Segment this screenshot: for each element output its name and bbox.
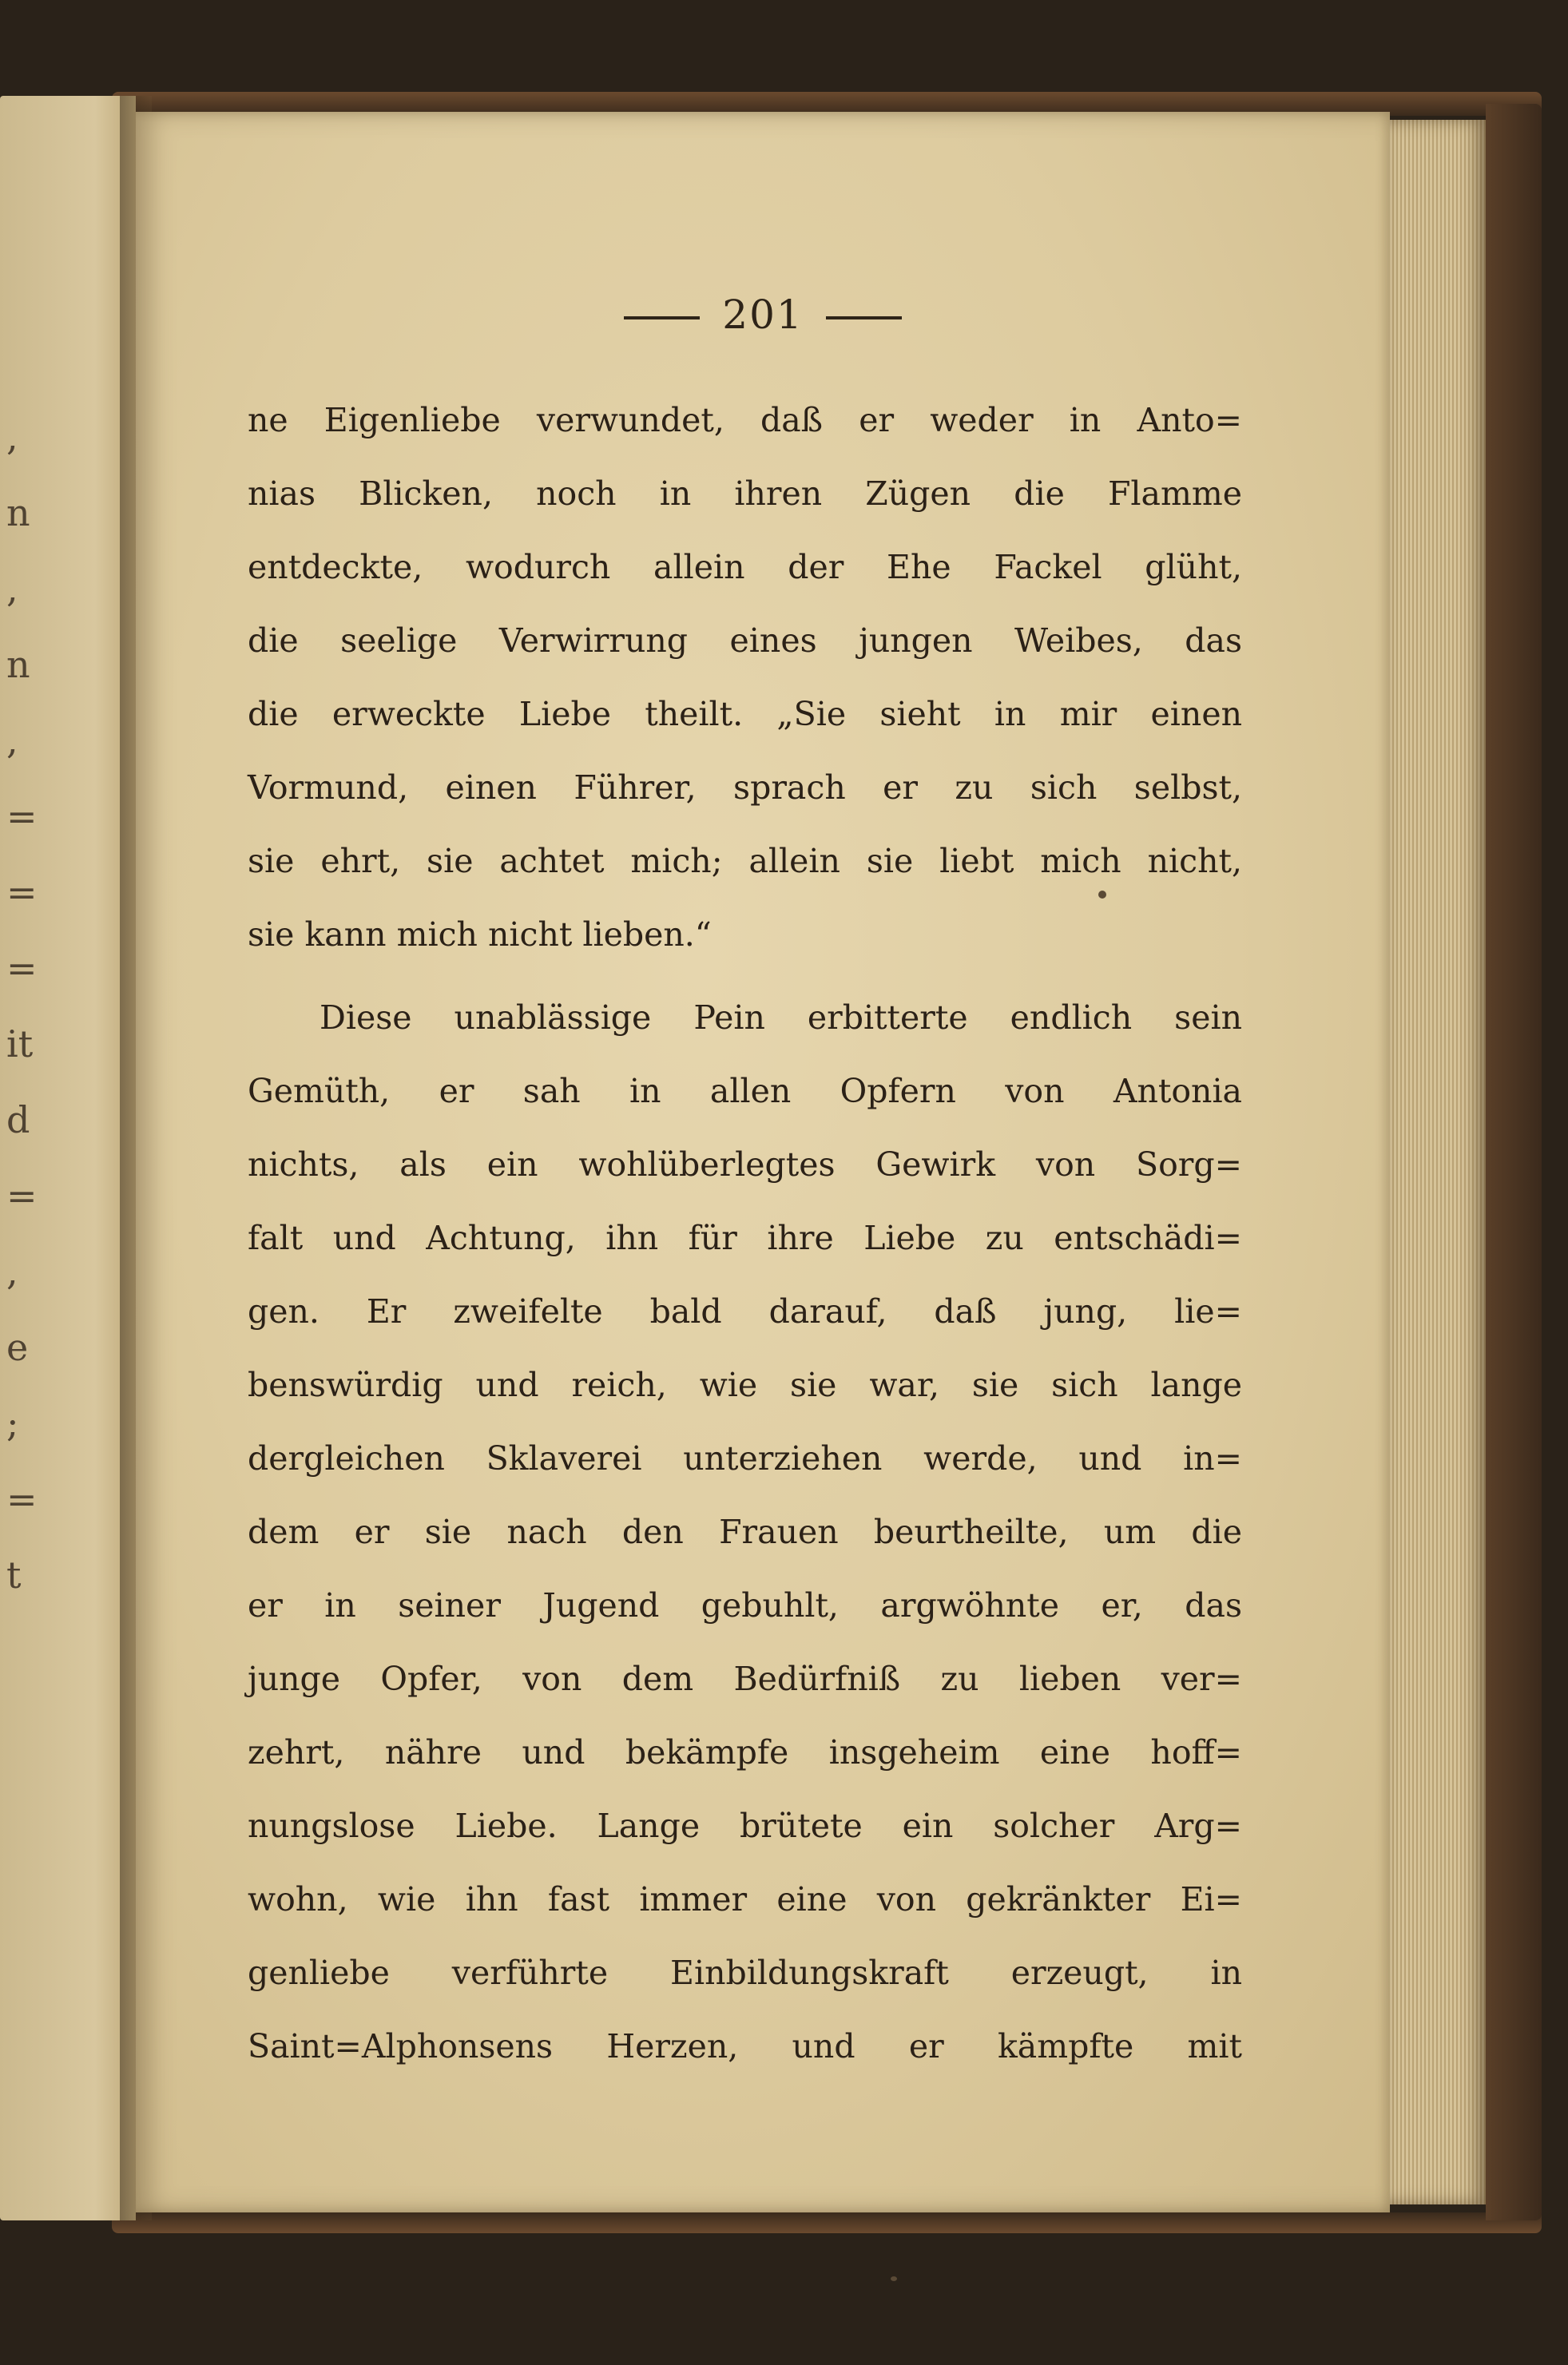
edge-char: e: [6, 1326, 29, 1369]
paragraph-gap: [248, 971, 1242, 981]
text-line: sie ehrt, sie achtet mich; allein sie liebt mich nicht,: [248, 842, 1242, 880]
text-line: Diese unablässige Pein erbitterte endlich sein: [320, 998, 1242, 1037]
text-line: genliebe verführte Einbildungskraft erzeugt, in: [248, 1954, 1242, 1992]
edge-char: ,: [6, 415, 18, 458]
text-line: die erweckte Liebe theilt. „Sie sieht in mir einen: [248, 695, 1242, 733]
book-page: [136, 112, 1390, 2212]
edge-char: ,: [6, 1250, 18, 1293]
ink-speck: [891, 2276, 897, 2281]
text-line: ne Eigenliebe verwundet, daß er weder in Anto=: [248, 401, 1242, 439]
text-line: wohn, wie ihn fast immer eine von gekränkter Ei=: [248, 1880, 1242, 1919]
text-line: Gemüth, er sah in allen Opfern von Antonia: [248, 1072, 1242, 1110]
edge-char: =: [6, 1174, 38, 1217]
text-line: benswürdig und reich, wie sie war, sie sich lange: [248, 1366, 1242, 1404]
text-line: falt und Achtung, ihn für ihre Liebe zu entschädi=: [248, 1219, 1242, 1257]
text-line: zehrt, nähre und bekämpfe insgeheim eine hoff=: [248, 1733, 1242, 1772]
edge-char: =: [6, 1478, 38, 1521]
text-line: sie kann mich nicht lieben.“: [248, 915, 712, 954]
page-edges-stack: [1390, 120, 1486, 2204]
edge-char: ,: [6, 719, 18, 762]
edge-char: t: [6, 1554, 22, 1597]
header-rule-left: [624, 316, 700, 319]
text-line: dergleichen Sklaverei unterziehen werde, und in=: [248, 1439, 1242, 1478]
body-text: [248, 383, 1242, 2083]
previous-page-characters: [6, 399, 54, 1613]
text-line: nungslose Liebe. Lange brütete ein solcher Arg=: [248, 1807, 1242, 1845]
text-line: Vormund, einen Führer, sprach er zu sich selbst,: [248, 768, 1242, 807]
text-line: dem er sie nach den Frauen beurtheilte, um die: [248, 1513, 1242, 1551]
text-line: entdeckte, wodurch allein der Ehe Fackel glüht,: [248, 548, 1242, 586]
edge-char: =: [6, 946, 38, 990]
edge-char: ,: [6, 567, 18, 610]
edge-char: =: [6, 871, 38, 914]
edge-char: d: [6, 1098, 30, 1141]
edge-char: ;: [6, 1402, 19, 1445]
text-line: er in seiner Jugend gebuhlt, argwöhnte er, das: [248, 1586, 1242, 1625]
text-line: nichts, als ein wohlüberlegtes Gewirk von Sorg=: [248, 1145, 1242, 1184]
edge-char: n: [6, 491, 30, 534]
page-number: 201: [722, 292, 804, 338]
book-cover-right: [1486, 104, 1542, 2220]
paragraph-2: [248, 981, 1242, 2083]
edge-char: =: [6, 795, 38, 838]
edge-char: it: [6, 1022, 34, 1065]
previous-page-edge: [0, 96, 136, 2220]
text-line: junge Opfer, von dem Bedürfniß zu lieben ver=: [248, 1660, 1242, 1698]
text-line: gen. Er zweifelte bald darauf, daß jung, lie=: [248, 1292, 1242, 1331]
ink-speck: [1098, 891, 1106, 899]
text-line: die seelige Verwirrung eines jungen Weibes, das: [248, 621, 1242, 660]
page-header: [136, 292, 1390, 338]
book-cover-bottom: [112, 2212, 1542, 2233]
edge-char: n: [6, 643, 30, 686]
paragraph-1: [248, 383, 1242, 971]
text-line: Saint=Alphonsens Herzen, und er kämpfte mit: [248, 2027, 1242, 2065]
text-line: nias Blicken, noch in ihren Zügen die Flamme: [248, 474, 1242, 513]
header-rule-right: [826, 316, 902, 319]
